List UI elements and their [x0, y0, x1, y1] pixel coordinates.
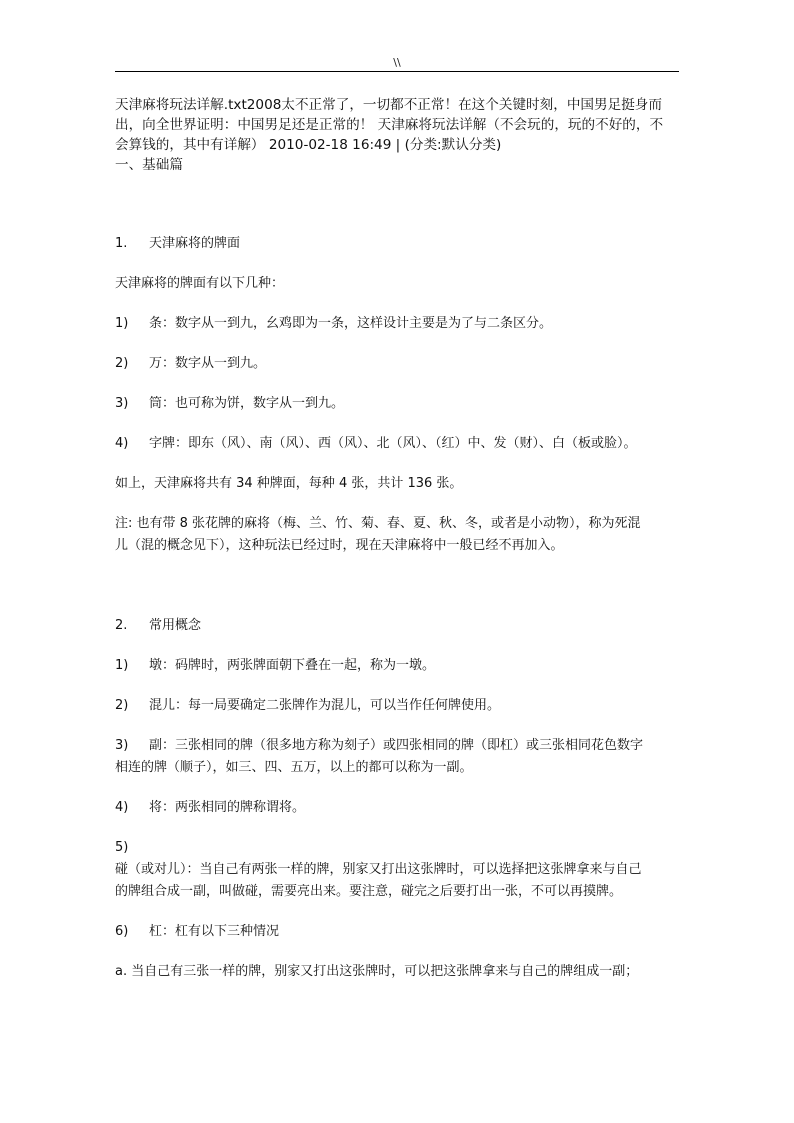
- intro-line-1: 天津麻将玩法详解.txt2008太不正常了，一切都不正常！在这个关键时刻，中国男足挺身而: [115, 97, 662, 113]
- section1-note-line-2: 儿（混的概念见下），这种玩法已经过时，现在天津麻将中一般已经不再加入。: [115, 538, 564, 553]
- concept-item-3-line-1: [115, 735, 687, 757]
- concept-item-1: [115, 655, 687, 677]
- header-mark: \\: [393, 56, 401, 69]
- section1-heading: [115, 233, 687, 255]
- spacer: [115, 255, 687, 273]
- item-text: 混儿：每一局要确定二张牌作为混儿，可以当作任何牌使用。: [149, 698, 501, 713]
- concept-item-2: [115, 695, 687, 717]
- item-num: 1): [115, 658, 129, 673]
- item-num: 2): [115, 698, 129, 713]
- intro-line-2: 出，向全世界证明：中国男足还是正常的！ 天津麻将玩法详解（不会玩的，玩的不好的，不: [115, 117, 664, 133]
- tile-item-2: [115, 353, 687, 375]
- item-text: 副：三张相同的牌（很多地方称为刻子）或四张相同的牌（即杠）或三张相同花色数字: [149, 738, 644, 753]
- concept-item-6-a: a. 当自己有三张一样的牌，别家又打出这张牌时，可以把这张牌拿来与自己的牌组成一副；: [115, 964, 639, 979]
- item-text: 字牌：即东（风）、南（风）、西（风）、北（风）、（红）中、发（财）、白（板或脸）。: [149, 436, 637, 451]
- item-num: 6): [115, 924, 129, 939]
- section2-heading-num: 2.: [115, 618, 128, 633]
- section2-heading-text: 常用概念: [149, 618, 202, 633]
- spacer: [115, 819, 687, 837]
- item-text: 墩：码牌时，两张牌面朝下叠在一起，称为一墩。: [149, 658, 436, 673]
- tile-item-1: [115, 313, 687, 335]
- item-text: 筒：也可称为饼，数字从一到九。: [149, 396, 345, 411]
- item-text: 杠：杠有以下三种情况: [149, 924, 280, 939]
- spacer: [115, 717, 687, 735]
- tile-item-3: [115, 393, 687, 415]
- section1-heading-num: 1.: [115, 236, 128, 251]
- concept-item-5-line-1: 碰（或对儿）：当自己有两张一样的牌，别家又打出这张牌时，可以选择把这张牌拿来与自己: [115, 862, 642, 877]
- spacer: [115, 335, 687, 353]
- spacer: [115, 295, 687, 313]
- item-num: 1): [115, 316, 129, 331]
- spacer: [115, 903, 687, 921]
- item-text: 条：数字从一到九，幺鸡即为一条，这样设计主要是为了与二条区分。: [149, 316, 553, 331]
- spacer: [115, 495, 687, 513]
- concept-item-6: [115, 921, 687, 943]
- spacer: [115, 779, 687, 797]
- section1-summary: 如上，天津麻将共有 34 种牌面，每种 4 张，共计 136 张。: [115, 476, 463, 491]
- concept-item-5-line-2: 的牌组合成一副，叫做碰，需要亮出来。要注意，碰完之后要打出一张，不可以再摸牌。: [115, 884, 623, 899]
- item-num: 4): [115, 800, 129, 815]
- tile-item-4: [115, 433, 687, 455]
- spacer: [115, 375, 687, 393]
- spacer: [115, 415, 687, 433]
- section1-note-line-1: 注: 也有带 8 张花牌的麻将（梅、兰、竹、菊、春、夏、秋、冬，或者是小动物），称为死混: [115, 516, 641, 531]
- section1-heading-text: 天津麻将的牌面: [149, 236, 241, 251]
- section1-lead: 天津麻将的牌面有以下几种：: [115, 276, 285, 291]
- spacer: [115, 455, 687, 473]
- item-text: 万：数字从一到九。: [149, 356, 267, 371]
- intro-line-3: 会算钱的，其中有详解） 2010-02-18 16:49 | (分类:默认分类): [115, 137, 502, 153]
- item-num: 3): [115, 396, 129, 411]
- spacer: [115, 677, 687, 695]
- concept-item-5-num: 5): [115, 840, 129, 855]
- section2-heading: [115, 615, 687, 637]
- spacer: [115, 557, 687, 615]
- section-title-basics: 一、基础篇: [115, 157, 183, 173]
- spacer: [115, 943, 687, 961]
- concept-item-3-line-2: 相连的牌（顺子），如三、四、五万，以上的都可以称为一副。: [115, 760, 473, 775]
- header-rule: [115, 71, 679, 72]
- concept-item-4: [115, 797, 687, 819]
- item-num: 4): [115, 436, 129, 451]
- spacer: [115, 175, 687, 233]
- item-num: 2): [115, 356, 129, 371]
- item-num: 3): [115, 738, 129, 753]
- spacer: [115, 637, 687, 655]
- item-text: 将：两张相同的牌称谓将。: [149, 800, 306, 815]
- document-body: [115, 95, 687, 983]
